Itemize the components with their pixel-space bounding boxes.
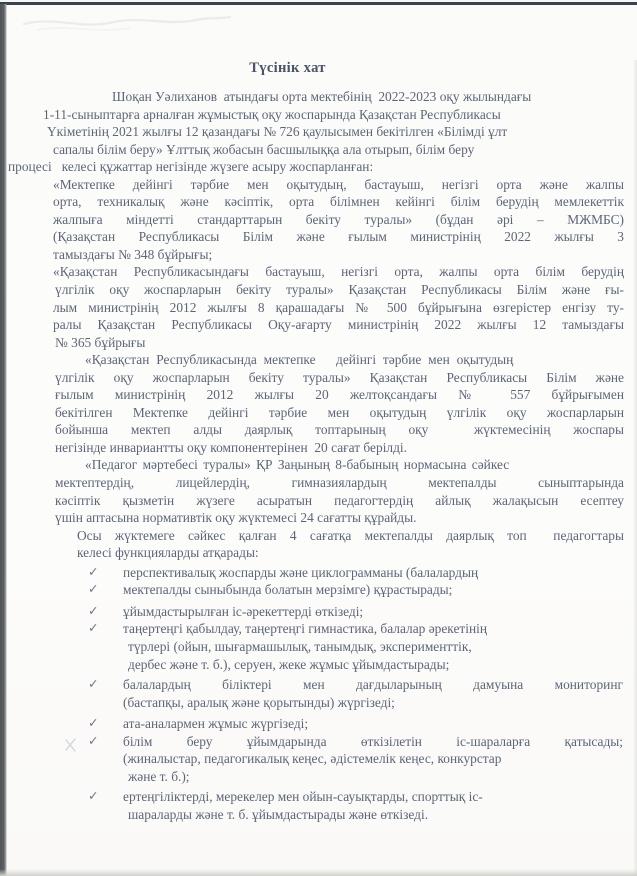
checkmark-icon: ✓ xyxy=(88,789,99,804)
paragraph-2 xyxy=(0,176,637,264)
text-line: (Қазақстан Республикасы Білім және ғылым министрінің 2022 жылғы 3 xyxy=(53,229,624,245)
paragraph-6 xyxy=(0,527,637,562)
checklist-item-text: перспективалық жоспарды және циклограмманы (балалардың xyxy=(123,564,479,580)
text-line: тамыздағы № 348 бұйрығы; xyxy=(53,246,213,262)
checklist-item xyxy=(0,676,637,694)
text-line: үлгілік оқу жоспарларын бекіту туралы» Қазақстан Республикасы Білім және xyxy=(55,369,624,385)
checklist-item-text: білім беру ұйымдарында өткізілетін іс-шараларға қатысады; xyxy=(123,733,623,749)
text-line: процесі келесі құжаттар негізінде жүзеге асыру жоспарланған: xyxy=(8,159,374,175)
checklist-item-continuation: (бастапқы, аралық және қорытынды) жүргізеді; xyxy=(123,694,395,710)
text-line: лым министрінің 2012 жылғы 8 қарашадағы № 500 бұйрығына өзгерістер енгізу ту- xyxy=(53,299,624,315)
checklist-item xyxy=(0,564,637,582)
checklist-item-text: балалардың біліктері мен дағдыларының дамуына мониторинг xyxy=(123,677,623,693)
checklist-item-text: таңертеңгі қабылдау, таңертеңгі гимнастика, балалар әрекетінің xyxy=(123,621,488,637)
text-line: № 365 бұйрығы xyxy=(55,334,146,350)
text-line: «Қазақстан Республикасында мектепке дейінгі тәрбие мен оқытудың xyxy=(85,352,514,368)
text-line: ралы Қазақстан Республикасы Оқу-ағарту министрінің 2022 жылғы 12 тамыздағы xyxy=(53,317,624,333)
checklist-item-continuation: және т. б.); xyxy=(128,768,190,784)
checklist-item xyxy=(0,581,637,599)
checkmark-icon: ✓ xyxy=(88,733,99,748)
text-line: сапалы білім беру» Ұлттық жобасын басшылыққа ала отырып, білім беру xyxy=(53,141,475,157)
text-line: жалпыға міндетті стандарттарын бекіту туралы» (бұдан әрі – МЖМБС) xyxy=(53,211,624,227)
paragraph-5 xyxy=(0,456,637,526)
checkmark-icon: ✓ xyxy=(88,621,99,636)
checklist-item-continuation: дербес және т. б.), серуен, жеке жұмыс ұйымдастырады; xyxy=(128,656,450,672)
text-line: 1-11-сыныптарға арналған жұмыстық оқу жоспарында Қазақстан Республикасы xyxy=(43,106,501,122)
checklist-item-text: ұйымдастырылған іс-әрекеттерді өткізеді; xyxy=(123,603,364,619)
text-line: Осы жүктемеге сәйкес қалған 4 сағатқа мектепалды даярлық топ педагогтары xyxy=(77,527,624,543)
text-line: Үкіметінің 2021 жылғы 12 қазандағы № 726 қаулысымен бекітілген «Білімді ұлт xyxy=(47,124,508,140)
paragraph-4 xyxy=(0,351,637,456)
text-line: келесі функцияларды атқарады: xyxy=(77,545,259,561)
checklist xyxy=(0,564,637,824)
checkmark-icon: ✓ xyxy=(88,582,99,597)
checklist-item xyxy=(0,620,637,638)
checklist-item xyxy=(0,788,637,806)
document-body xyxy=(0,88,637,823)
text-line: бекітілген Мектепке дейінгі тәрбие мен оқытудың үлгілік оқу жоспарларын xyxy=(55,404,624,420)
checklist-item-text: мектепалды сыныбында болатын мерзімге) құрастырады; xyxy=(123,582,453,598)
scan-bottom-shadow xyxy=(0,869,637,876)
checklist-item xyxy=(0,715,637,733)
text-line: үшін аптасына нормативтік оқу жүктемесі 24 сағатты құрайды. xyxy=(55,510,417,526)
text-line: мектептердің, лицейлердің, гимназиялардың мектепалды сыныптарында xyxy=(55,475,624,491)
text-line: орта, техникалық және кәсіптік, орта білімнен кейінгі білім берудің мемлекеттік xyxy=(53,194,624,210)
text-line: негізінде инвариантты оқу компонентерінен 20 сағат берілді. xyxy=(55,439,407,455)
text-line: кәсіптік қызметін жүзеге асыратын педагогтердің айлық жалақысын есептеу xyxy=(55,492,624,508)
text-line: «Қазақстан Республикасындағы бастауыш, негізгі орта, жалпы орта білім берудің xyxy=(53,264,624,280)
checkmark-icon: ✓ xyxy=(88,716,99,731)
checkmark-icon: ✓ xyxy=(88,603,99,618)
checklist-item-continuation: шараларды және т. б. ұйымдастырады және өткізеді. xyxy=(128,806,429,822)
checklist-item-text: ата-аналармен жұмыс жүргізеді; xyxy=(123,716,309,732)
paragraph-3 xyxy=(0,263,637,351)
text-line: «Педагог мәртебесі туралы» ҚР Заңының 8-бабының нормасына сәйкес xyxy=(85,457,510,473)
document-title: Түсінік хат xyxy=(249,60,326,76)
checkmark-icon: ✓ xyxy=(88,564,99,579)
checklist-item-continuation: (жиналыстар, педагогикалық кеңес, әдістемелік кеңес, конкурстар xyxy=(123,751,502,767)
text-line: Шоқан Уәлиханов атындағы орта мектебінің 2022-2023 оқу жылындағы xyxy=(112,89,532,104)
text-line: «Мектепке дейінгі тәрбие мен оқытудың, бастауыш, негізгі орта және жалпы xyxy=(53,176,624,192)
checklist-item xyxy=(0,733,637,751)
checklist-item-continuation: түрлері (ойын, шығармашылық, танымдық, эксперименттік, xyxy=(128,638,472,654)
text-line: бойынша мектеп алды даярлық топтарының оқу жүктемесінің жоспары xyxy=(55,422,624,438)
checkmark-icon: ✓ xyxy=(88,677,99,692)
text-line: ғылым министрінің 2012 жылғы 20 желтоқсандағы № 557 бұйрығымен xyxy=(55,387,624,403)
text-line: үлгілік оқу жоспарларын бекіту туралы» Қазақстан Республикасы Білім және ғы- xyxy=(55,282,624,298)
paragraph-1 xyxy=(0,88,637,176)
checklist-item-text: ертеңгіліктерді, мерекелер мен ойын-сауықтарды, спорттық іс- xyxy=(123,789,483,805)
checklist-item xyxy=(0,603,637,621)
